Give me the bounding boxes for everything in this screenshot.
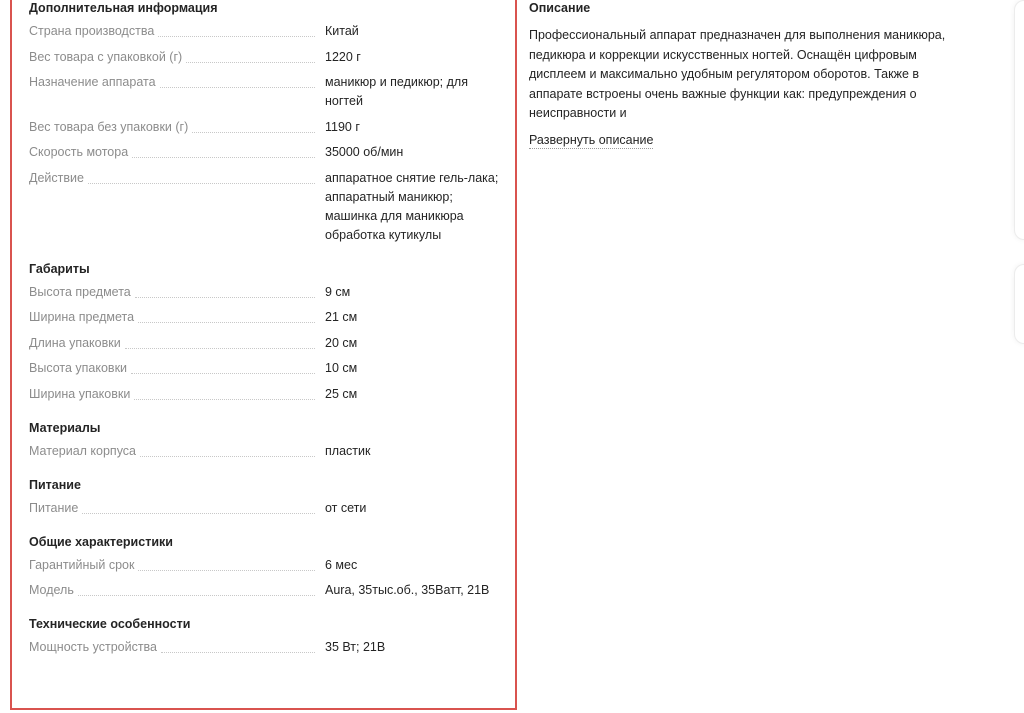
spec-section-title: Материалы xyxy=(29,420,101,435)
spec-row xyxy=(29,73,509,111)
spec-row xyxy=(29,581,509,600)
specifications-panel xyxy=(10,0,517,710)
spec-value: 35000 об/мин xyxy=(325,145,404,159)
spec-row xyxy=(29,283,509,302)
spec-label xyxy=(29,308,315,327)
spec-value: 25 см xyxy=(325,386,358,401)
dotted-leader xyxy=(140,455,315,457)
spec-value: от сети xyxy=(325,500,367,515)
spec-section-title: Питание xyxy=(29,477,81,492)
spec-value: 21 см xyxy=(325,310,358,324)
spec-section xyxy=(29,0,509,245)
spec-section-title: Общие характеристики xyxy=(29,534,173,549)
spec-label xyxy=(29,499,315,518)
dotted-leader xyxy=(186,61,315,63)
spec-section-title: Габариты xyxy=(29,261,90,276)
spec-section xyxy=(29,261,509,404)
spec-section-title: Технические особенности xyxy=(29,617,191,631)
spec-label-text: Страна производства xyxy=(29,22,158,41)
spec-value: пластик xyxy=(325,443,371,458)
spec-row xyxy=(29,334,509,353)
spec-value: маникюр и педикюр; для ногтей xyxy=(325,75,468,108)
spec-label xyxy=(29,581,315,600)
spec-label xyxy=(29,442,315,461)
spec-rows xyxy=(29,22,509,245)
spec-row xyxy=(29,556,509,575)
spec-row xyxy=(29,442,509,461)
specifications-list xyxy=(29,0,509,664)
spec-label-text: Мощность устройства xyxy=(29,638,161,657)
spec-value: 6 мес xyxy=(325,557,358,572)
description-title: Описание xyxy=(529,1,591,15)
spec-label xyxy=(29,334,315,353)
spec-label xyxy=(29,22,315,41)
dotted-leader xyxy=(131,372,315,374)
spec-value: Aura, 35тыс.об., 35Ватт, 21В xyxy=(325,583,490,597)
dotted-leader xyxy=(138,321,315,323)
spec-label xyxy=(29,143,315,162)
spec-label-text: Модель xyxy=(29,581,78,600)
spec-label-text: Назначение аппарата xyxy=(29,73,160,92)
spec-label xyxy=(29,118,315,137)
spec-row xyxy=(29,638,509,657)
spec-section xyxy=(29,420,509,461)
spec-label-text: Высота предмета xyxy=(29,283,135,302)
spec-row xyxy=(29,22,509,41)
spec-label-text: Вес товара с упаковкой (г) xyxy=(29,48,186,67)
spec-value: 20 см xyxy=(325,335,358,350)
spec-rows xyxy=(29,556,509,601)
dotted-leader xyxy=(135,296,315,298)
spec-section xyxy=(29,534,509,601)
spec-label-text: Ширина упаковки xyxy=(29,385,134,404)
spec-section-title: Дополнительная информация xyxy=(29,1,218,15)
spec-label-text: Питание xyxy=(29,499,82,518)
spec-row xyxy=(29,118,509,137)
dotted-leader xyxy=(132,156,315,158)
spec-value: аппаратное снятие гель-лака; аппаратный маникюр; машинка для маникюра обработка кутикулы xyxy=(325,170,499,242)
spec-rows xyxy=(29,283,509,404)
spec-row xyxy=(29,385,509,404)
spec-label-text: Материал корпуса xyxy=(29,442,140,461)
expand-description-link[interactable]: Развернуть описание xyxy=(529,132,654,147)
spec-label-text: Гарантийный срок xyxy=(29,556,138,575)
spec-row xyxy=(29,169,509,245)
spec-rows xyxy=(29,638,509,657)
spec-value: Китай xyxy=(325,24,359,38)
dotted-leader xyxy=(134,398,315,400)
spec-rows xyxy=(29,442,509,461)
spec-row xyxy=(29,499,509,518)
side-card xyxy=(1014,0,1024,240)
dotted-leader xyxy=(82,512,315,514)
dotted-leader xyxy=(88,182,315,184)
spec-label xyxy=(29,48,315,67)
spec-row xyxy=(29,359,509,378)
dotted-leader xyxy=(158,35,315,37)
dotted-leader xyxy=(138,569,315,571)
spec-row xyxy=(29,48,509,67)
dotted-leader xyxy=(161,651,315,653)
spec-row xyxy=(29,143,509,162)
spec-value: 9 см xyxy=(325,284,351,299)
spec-value: 1220 г xyxy=(325,49,361,64)
dotted-leader xyxy=(125,347,315,349)
spec-rows xyxy=(29,499,509,518)
spec-label-text: Ширина предмета xyxy=(29,308,138,327)
spec-label xyxy=(29,283,315,302)
spec-row xyxy=(29,308,509,327)
spec-label-text: Вес товара без упаковки (г) xyxy=(29,118,192,137)
description-text: Профессиональный аппарат предназначен для выполнения маникюра, педикюра и коррекции искусственных ногтей. Оснащён цифровым дисплеем и максимально удобным регулятором оборотов. Также в аппарате встроены очень важные функции как: предупреждения о неисправности и xyxy=(529,28,946,120)
spec-label xyxy=(29,73,315,92)
spec-value: 35 Вт; 21В xyxy=(325,640,386,654)
spec-value: 10 см xyxy=(325,361,358,375)
spec-label-text: Высота упаковки xyxy=(29,359,131,378)
spec-label xyxy=(29,169,315,188)
spec-section xyxy=(29,477,509,518)
side-card xyxy=(1014,264,1024,344)
spec-label xyxy=(29,638,315,657)
description-panel xyxy=(529,0,969,149)
spec-section xyxy=(29,616,509,657)
spec-value: 1190 г xyxy=(325,119,360,134)
spec-label-text: Скорость мотора xyxy=(29,143,132,162)
spec-label-text: Длина упаковки xyxy=(29,334,125,353)
dotted-leader xyxy=(78,594,315,596)
spec-label-text: Действие xyxy=(29,169,88,188)
dotted-leader xyxy=(160,86,315,88)
spec-label xyxy=(29,385,315,404)
spec-label xyxy=(29,359,315,378)
spec-label xyxy=(29,556,315,575)
dotted-leader xyxy=(192,131,315,133)
